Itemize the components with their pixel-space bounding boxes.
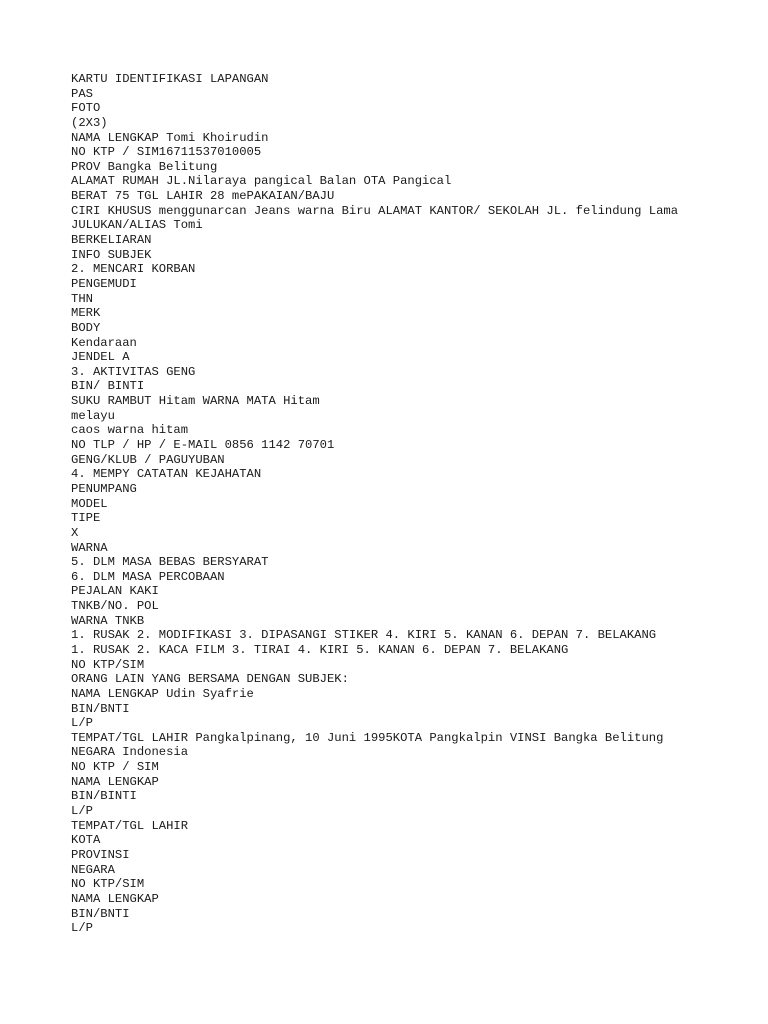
companion-1-name: NAMA LENGKAP Udin Syafrie <box>71 686 254 701</box>
companion-1-bin-binti: BIN/BNTI <box>71 701 130 716</box>
label-plate-number: TNKB/NO. POL <box>71 599 159 614</box>
companion-2-name: NAMA LENGKAP <box>71 774 159 789</box>
item-aktivitas-geng: 3. AKTIVITAS GENG <box>71 364 196 379</box>
item-probation: 6. DLM MASA PERCOBAAN <box>71 569 225 584</box>
section-companions: ORANG LAIN YANG BERSAMA DENGAN SUBJEK: <box>71 672 349 687</box>
label-tipe: TIPE <box>71 511 101 526</box>
item-criminal-record: 4. MEMPY CATATAN KEJAHATAN <box>71 467 262 482</box>
companion-2-city: KOTA <box>71 833 101 848</box>
label-berkeliaran: BERKELIARAN <box>71 233 152 248</box>
label-warna: WARNA <box>71 540 108 555</box>
document-title: KARTU IDENTIFIKASI LAPANGAN <box>71 72 269 86</box>
companion-3-name: NAMA LENGKAP <box>71 891 159 906</box>
mark-x: X <box>71 525 79 540</box>
companion-1-birth: TEMPAT/TGL LAHIR Pangkalpinang, 10 Juni 1995KOTA Pangkalpin VINSI Bangka Belitung <box>71 730 664 745</box>
field-ktp-sim: NO KTP / SIM16711537010005 <box>71 145 262 160</box>
label-ktp-sim: NO KTP/SIM <box>71 657 145 672</box>
label-pengemudi: PENGEMUDI <box>71 276 137 291</box>
label-pedestrian: PEJALAN KAKI <box>71 584 159 599</box>
companion-2-birth: TEMPAT/TGL LAHIR <box>71 818 189 833</box>
field-hair-eye: SUKU RAMBUT Hitam WARNA MATA Hitam <box>71 394 320 409</box>
companion-3-gender: L/P <box>71 921 93 936</box>
companion-2-ktp-sim: NO KTP/SIM <box>71 877 145 892</box>
field-weight-birthdate: BERAT 75 TGL LAHIR 28 mePAKAIAN/BAJU <box>71 189 335 204</box>
companion-2-country: NEGARA <box>71 862 115 877</box>
companion-2-gender: L/P <box>71 804 93 819</box>
label-bin-binti: BIN/ BINTI <box>71 379 145 394</box>
vehicle-condition-options: 1. RUSAK 2. MODIFIKASI 3. DIPASANGI STIKER 4. KIRI 5. KANAN 6. DEPAN 7. BELAKANG <box>71 628 657 643</box>
label-penumpang: PENUMPANG <box>71 481 137 496</box>
companion-1-gender: L/P <box>71 716 93 731</box>
field-special-features: CIRI KHUSUS menggunarcan Jeans warna Biru ALAMAT KANTOR/ SEKOLAH JL. felindung Lama <box>71 203 679 218</box>
section-subject-info: INFO SUBJEK <box>71 247 152 262</box>
label-model: MODEL <box>71 496 108 511</box>
item-mencari-korban: 2. MENCARI KORBAN <box>71 262 196 277</box>
label-jendela: JENDEL A <box>71 350 130 365</box>
photo-size-label: (2X3) <box>71 115 108 130</box>
item-parole: 5. DLM MASA BEBAS BERSYARAT <box>71 555 269 570</box>
field-alias: JULUKAN/ALIAS Tomi <box>71 218 203 233</box>
companion-1-country: NEGARA Indonesia <box>71 745 189 760</box>
photo-label-pas: PAS <box>71 86 93 101</box>
document-page <box>71 72 761 936</box>
companion-2-province: PROVINSI <box>71 847 130 862</box>
field-full-name: NAMA LENGKAP Tomi Khoirudin <box>71 130 269 145</box>
label-kendaraan: Kendaraan <box>71 335 137 350</box>
label-merk: MERK <box>71 306 101 321</box>
field-home-address: ALAMAT RUMAH JL.Nilaraya pangical Balan OTA Pangical <box>71 174 452 189</box>
label-body: BODY <box>71 320 101 335</box>
window-condition-options: 1. RUSAK 2. KACA FILM 3. TIRAI 4. KIRI 5. KANAN 6. DEPAN 7. BELAKANG <box>71 642 569 657</box>
companion-2-bin-binti: BIN/BINTI <box>71 789 137 804</box>
companion-1-ktp-sim: NO KTP / SIM <box>71 760 159 775</box>
field-province: PROV Bangka Belitung <box>71 159 218 174</box>
label-plate-color: WARNA TNKB <box>71 613 145 628</box>
value-ethnicity: melayu <box>71 408 115 423</box>
label-gang-club: GENG/KLUB / PAGUYUBAN <box>71 452 225 467</box>
photo-label-foto: FOTO <box>71 101 101 116</box>
label-thn: THN <box>71 291 93 306</box>
value-clothing: caos warna hitam <box>71 423 189 438</box>
companion-3-bin-binti: BIN/BNTI <box>71 906 130 921</box>
field-phone-email: NO TLP / HP / E-MAIL 0856 1142 70701 <box>71 438 335 453</box>
